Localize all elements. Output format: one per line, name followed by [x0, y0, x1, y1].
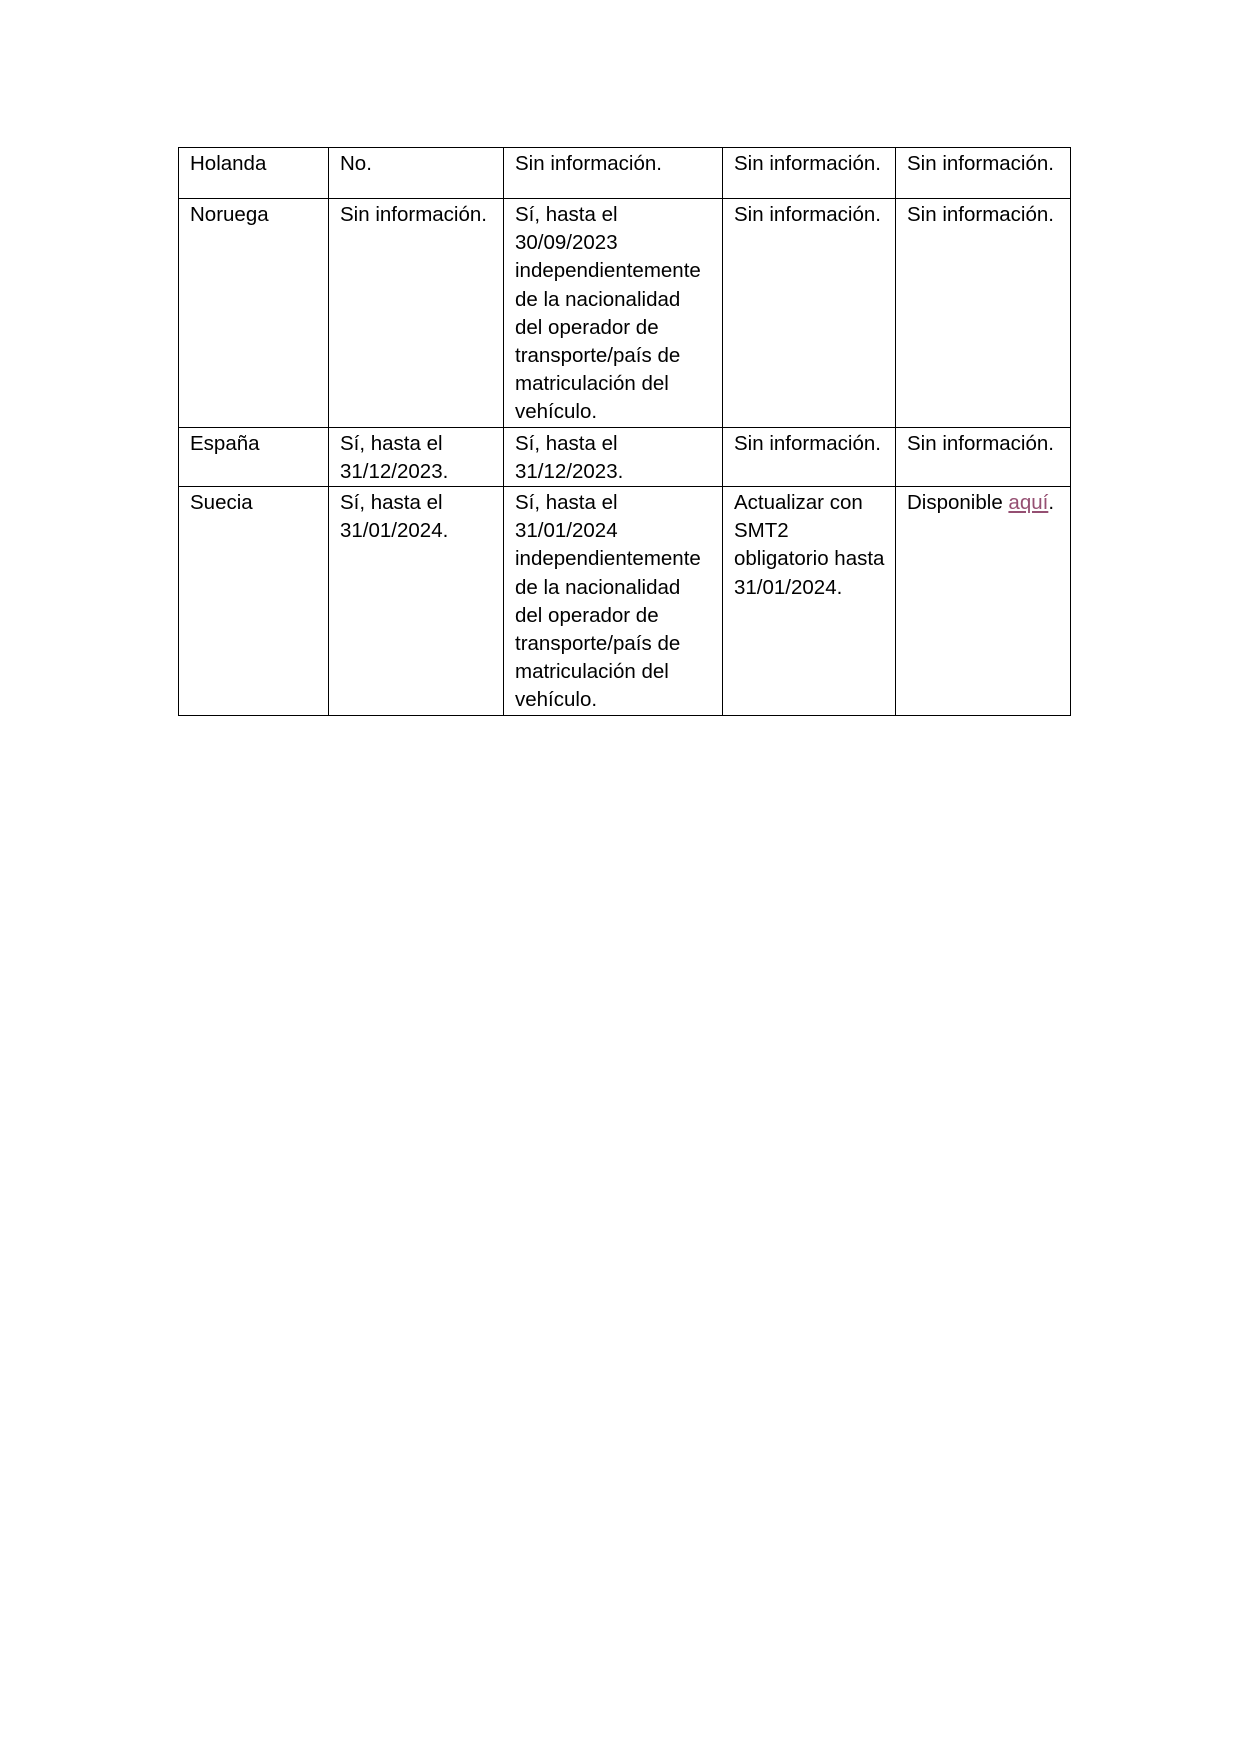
- table-row: [179, 427, 1071, 486]
- table-row: [179, 487, 1071, 716]
- cell-col2: Sí, hasta el 31/12/2023.: [329, 427, 504, 486]
- cell-col4: Sin información.: [723, 148, 896, 199]
- cell-country: Suecia: [179, 487, 329, 716]
- cell-col2: No.: [329, 148, 504, 199]
- cell-col3: Sí, hasta el 31/12/2023.: [504, 427, 723, 486]
- cell-col3: Sí, hasta el 31/01/2024 independientemente de la nacionalidad del operador de transporte/país de matriculación del vehículo.: [504, 487, 723, 716]
- cell-col2: Sí, hasta el 31/01/2024.: [329, 487, 504, 716]
- cell-country: Holanda: [179, 148, 329, 199]
- cell-col5-suffix: .: [1048, 491, 1055, 515]
- cell-col4: Actualizar con SMT2 obligatorio hasta 31/01/2024.: [723, 487, 896, 716]
- cell-country: España: [179, 427, 329, 486]
- table-row: [179, 148, 1071, 199]
- cell-col2: Sin información.: [329, 199, 504, 428]
- country-table: [178, 147, 1071, 716]
- cell-col4: Sin información.: [723, 199, 896, 428]
- cell-col5-prefix: Disponible: [907, 491, 1009, 515]
- cell-col5: Sin información.: [896, 148, 1071, 199]
- cell-col5: Sin información.: [896, 427, 1071, 486]
- cell-col3: Sin información.: [504, 148, 723, 199]
- cell-col3: Sí, hasta el 30/09/2023 independientemente de la nacionalidad del operador de transporte/país de matriculación del vehículo.: [504, 199, 723, 428]
- cell-col5: [896, 487, 1071, 716]
- cell-col4: Sin información.: [723, 427, 896, 486]
- table-row: [179, 199, 1071, 428]
- cell-country: Noruega: [179, 199, 329, 428]
- cell-col5: Sin información.: [896, 199, 1071, 428]
- aqui-link[interactable]: aquí: [1008, 491, 1049, 515]
